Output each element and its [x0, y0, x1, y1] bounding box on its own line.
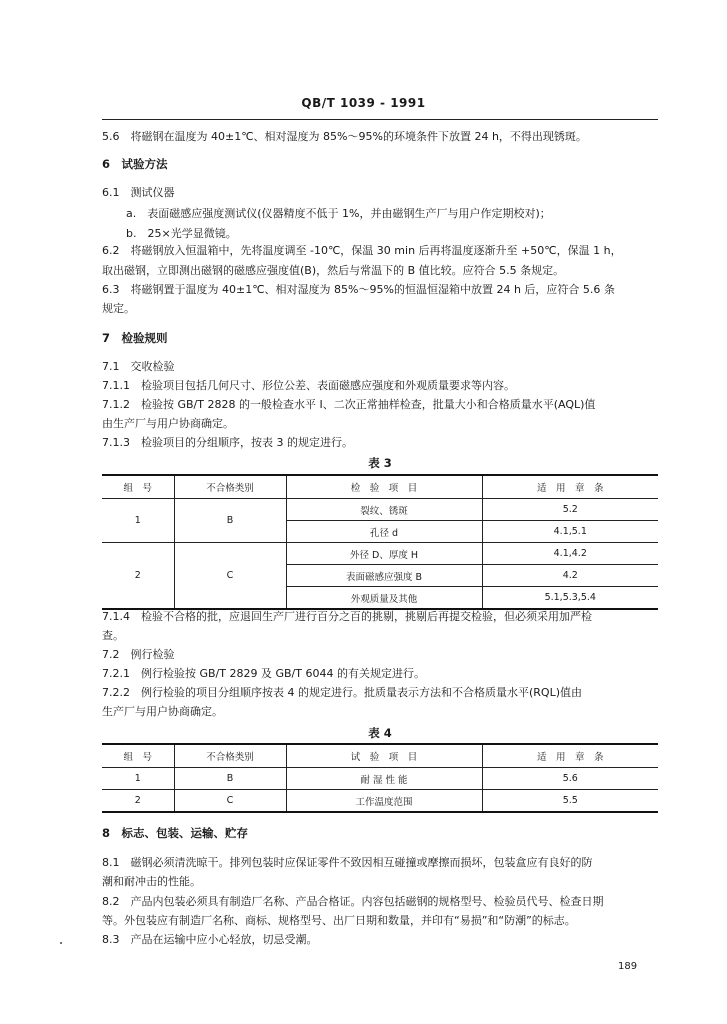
table-4-category: B: [174, 768, 286, 790]
table-4-category: C: [174, 790, 286, 813]
table-3-header-row: [102, 475, 658, 499]
clause-7-1-2-line2: 由生产厂与用户协商确定。: [102, 417, 234, 430]
table-3-category-c: C: [174, 543, 286, 610]
clause-7-2-title: 7.2 例行检验: [102, 648, 175, 661]
clause-7-2-2-line1: 7.2.2 例行检验的项目分组顺序按表 4 的规定进行。批质量表示方法和不合格质量水平(RQL)值由: [102, 686, 582, 699]
table-3-clause: 4.1,5.1: [482, 521, 658, 543]
table-4-header-group: 组 号: [102, 744, 174, 768]
clause-7-1-4-line1: 7.1.4 检验不合格的批，应退回生产厂进行百分之百的挑剔，挑剔后再提交检验，但必须采用加严检: [102, 610, 592, 623]
table-3-clause: 4.1,4.2: [482, 543, 658, 565]
table-3-item: 外径 D、厚度 H: [286, 543, 482, 565]
clause-6-1-a: a. 表面磁感应强度测试仪(仪器精度不低于 1%，并由磁钢生产厂与用户作定期校对)；: [126, 207, 551, 220]
table-4-header-row: [102, 744, 658, 768]
table-3-header-group: 组 号: [102, 475, 174, 499]
section-6-title: 6 试验方法: [102, 157, 168, 171]
table-3-item: 外观质量及其他: [286, 587, 482, 610]
clause-6-3-line1: 6.3 将磁钢置于温度为 40±1℃、相对湿度为 85%～95%的恒温恒湿箱中放置 24 h 后，应符合 5.6 条: [102, 283, 615, 296]
table-4-header-clause: 适 用 章 条: [482, 744, 658, 768]
table-3-group-1: 1: [102, 499, 174, 543]
table-3-header-clause: 适 用 章 条: [482, 475, 658, 499]
table-4-item: 工作温度范围: [286, 790, 482, 813]
clause-7-1-3: 7.1.3 检验项目的分组顺序，按表 3 的规定进行。: [102, 436, 353, 449]
scan-speck: [60, 942, 62, 944]
section-8-title: 8 标志、包装、运输、贮存: [102, 826, 249, 840]
table-3-caption: 表 3: [368, 456, 392, 470]
table-3-header-category: 不合格类别: [174, 475, 286, 499]
clause-7-1-2-line1: 7.1.2 检验按 GB/T 2828 的一般检查水平 Ⅰ、二次正常抽样检查，批量大小和合格质量水平(AQL)值: [102, 398, 596, 411]
clause-7-1-1: 7.1.1 检验项目包括几何尺寸、形位公差、表面磁感应强度和外观质量要求等内容。: [102, 379, 515, 392]
table-4-group: 1: [102, 768, 174, 790]
table-4-caption: 表 4: [368, 726, 392, 740]
section-7-title: 7 检验规则: [102, 331, 168, 345]
table-4: [102, 743, 658, 813]
table-row: [102, 768, 658, 790]
table-row: [102, 790, 658, 813]
table-4-group: 2: [102, 790, 174, 813]
table-3-group-2: 2: [102, 543, 174, 610]
table-3-category-b: B: [174, 499, 286, 543]
table-3-item: 裂纹、锈斑: [286, 499, 482, 521]
clause-5-6: 5.6 将磁钢在温度为 40±1℃、相对湿度为 85%～95%的环境条件下放置 24 h，不得出现锈斑。: [102, 130, 587, 143]
clause-7-2-1: 7.2.1 例行检验按 GB/T 2829 及 GB/T 6044 的有关规定进行。: [102, 667, 425, 680]
table-4-item: 耐 湿 性 能: [286, 768, 482, 790]
page-number: 189: [618, 961, 638, 972]
table-4-header-item: 试 验 项 目: [286, 744, 482, 768]
clause-7-2-2-line2: 生产厂与用户协商确定。: [102, 705, 223, 718]
clause-8-1-line2: 潮和耐冲击的性能。: [102, 875, 201, 888]
table-3-item: 孔径 d: [286, 521, 482, 543]
table-3-clause: 4.2: [482, 565, 658, 587]
header-rule: [102, 119, 658, 120]
table-row: [102, 499, 658, 521]
clause-6-3-line2: 规定。: [102, 302, 135, 315]
table-4-clause: 5.6: [482, 768, 658, 790]
clause-6-2-line1: 6.2 将磁钢放入恒温箱中，先将温度调至 -10℃，保温 30 min 后再将温度逐渐升至 +50℃，保温 1 h，: [102, 244, 622, 257]
clause-6-1-title: 6.1 测试仪器: [102, 186, 175, 199]
clause-8-3: 8.3 产品在运输中应小心轻放，切忌受潮。: [102, 933, 318, 946]
clause-7-1-title: 7.1 交收检验: [102, 360, 175, 373]
clause-7-1-4-line2: 查。: [102, 629, 124, 642]
table-4-clause: 5.5: [482, 790, 658, 813]
table-3-clause: 5.2: [482, 499, 658, 521]
table-3-item: 表面磁感应强度 B: [286, 565, 482, 587]
document-code-header: QB/T 1039 - 1991: [301, 96, 426, 110]
clause-6-2-line2: 取出磁钢，立即测出磁钢的磁感应强度值(B)，然后与常温下的 B 值比较。应符合 5.5 条规定。: [102, 264, 565, 277]
table-row: [102, 543, 658, 565]
table-3: [102, 474, 658, 610]
table-4-header-category: 不合格类别: [174, 744, 286, 768]
table-3-header-item: 检 验 项 目: [286, 475, 482, 499]
clause-8-2-line1: 8.2 产品内包装必须具有制造厂名称、产品合格证。内容包括磁钢的规格型号、检验员代号、检查日期: [102, 895, 604, 908]
clause-8-2-line2: 等。外包装应有制造厂名称、商标、规格型号、出厂日期和数量，并印有“易损”和“防潮”的标志。: [102, 914, 576, 927]
clause-8-1-line1: 8.1 磁钢必须清洗晾干。排列包装时应保证零件不致因相互碰撞或摩擦而损坏，包装盒应有良好的防: [102, 856, 593, 869]
clause-6-1-b: b. 25×光学显微镜。: [126, 227, 237, 240]
table-3-clause: 5.1,5.3,5.4: [482, 587, 658, 610]
